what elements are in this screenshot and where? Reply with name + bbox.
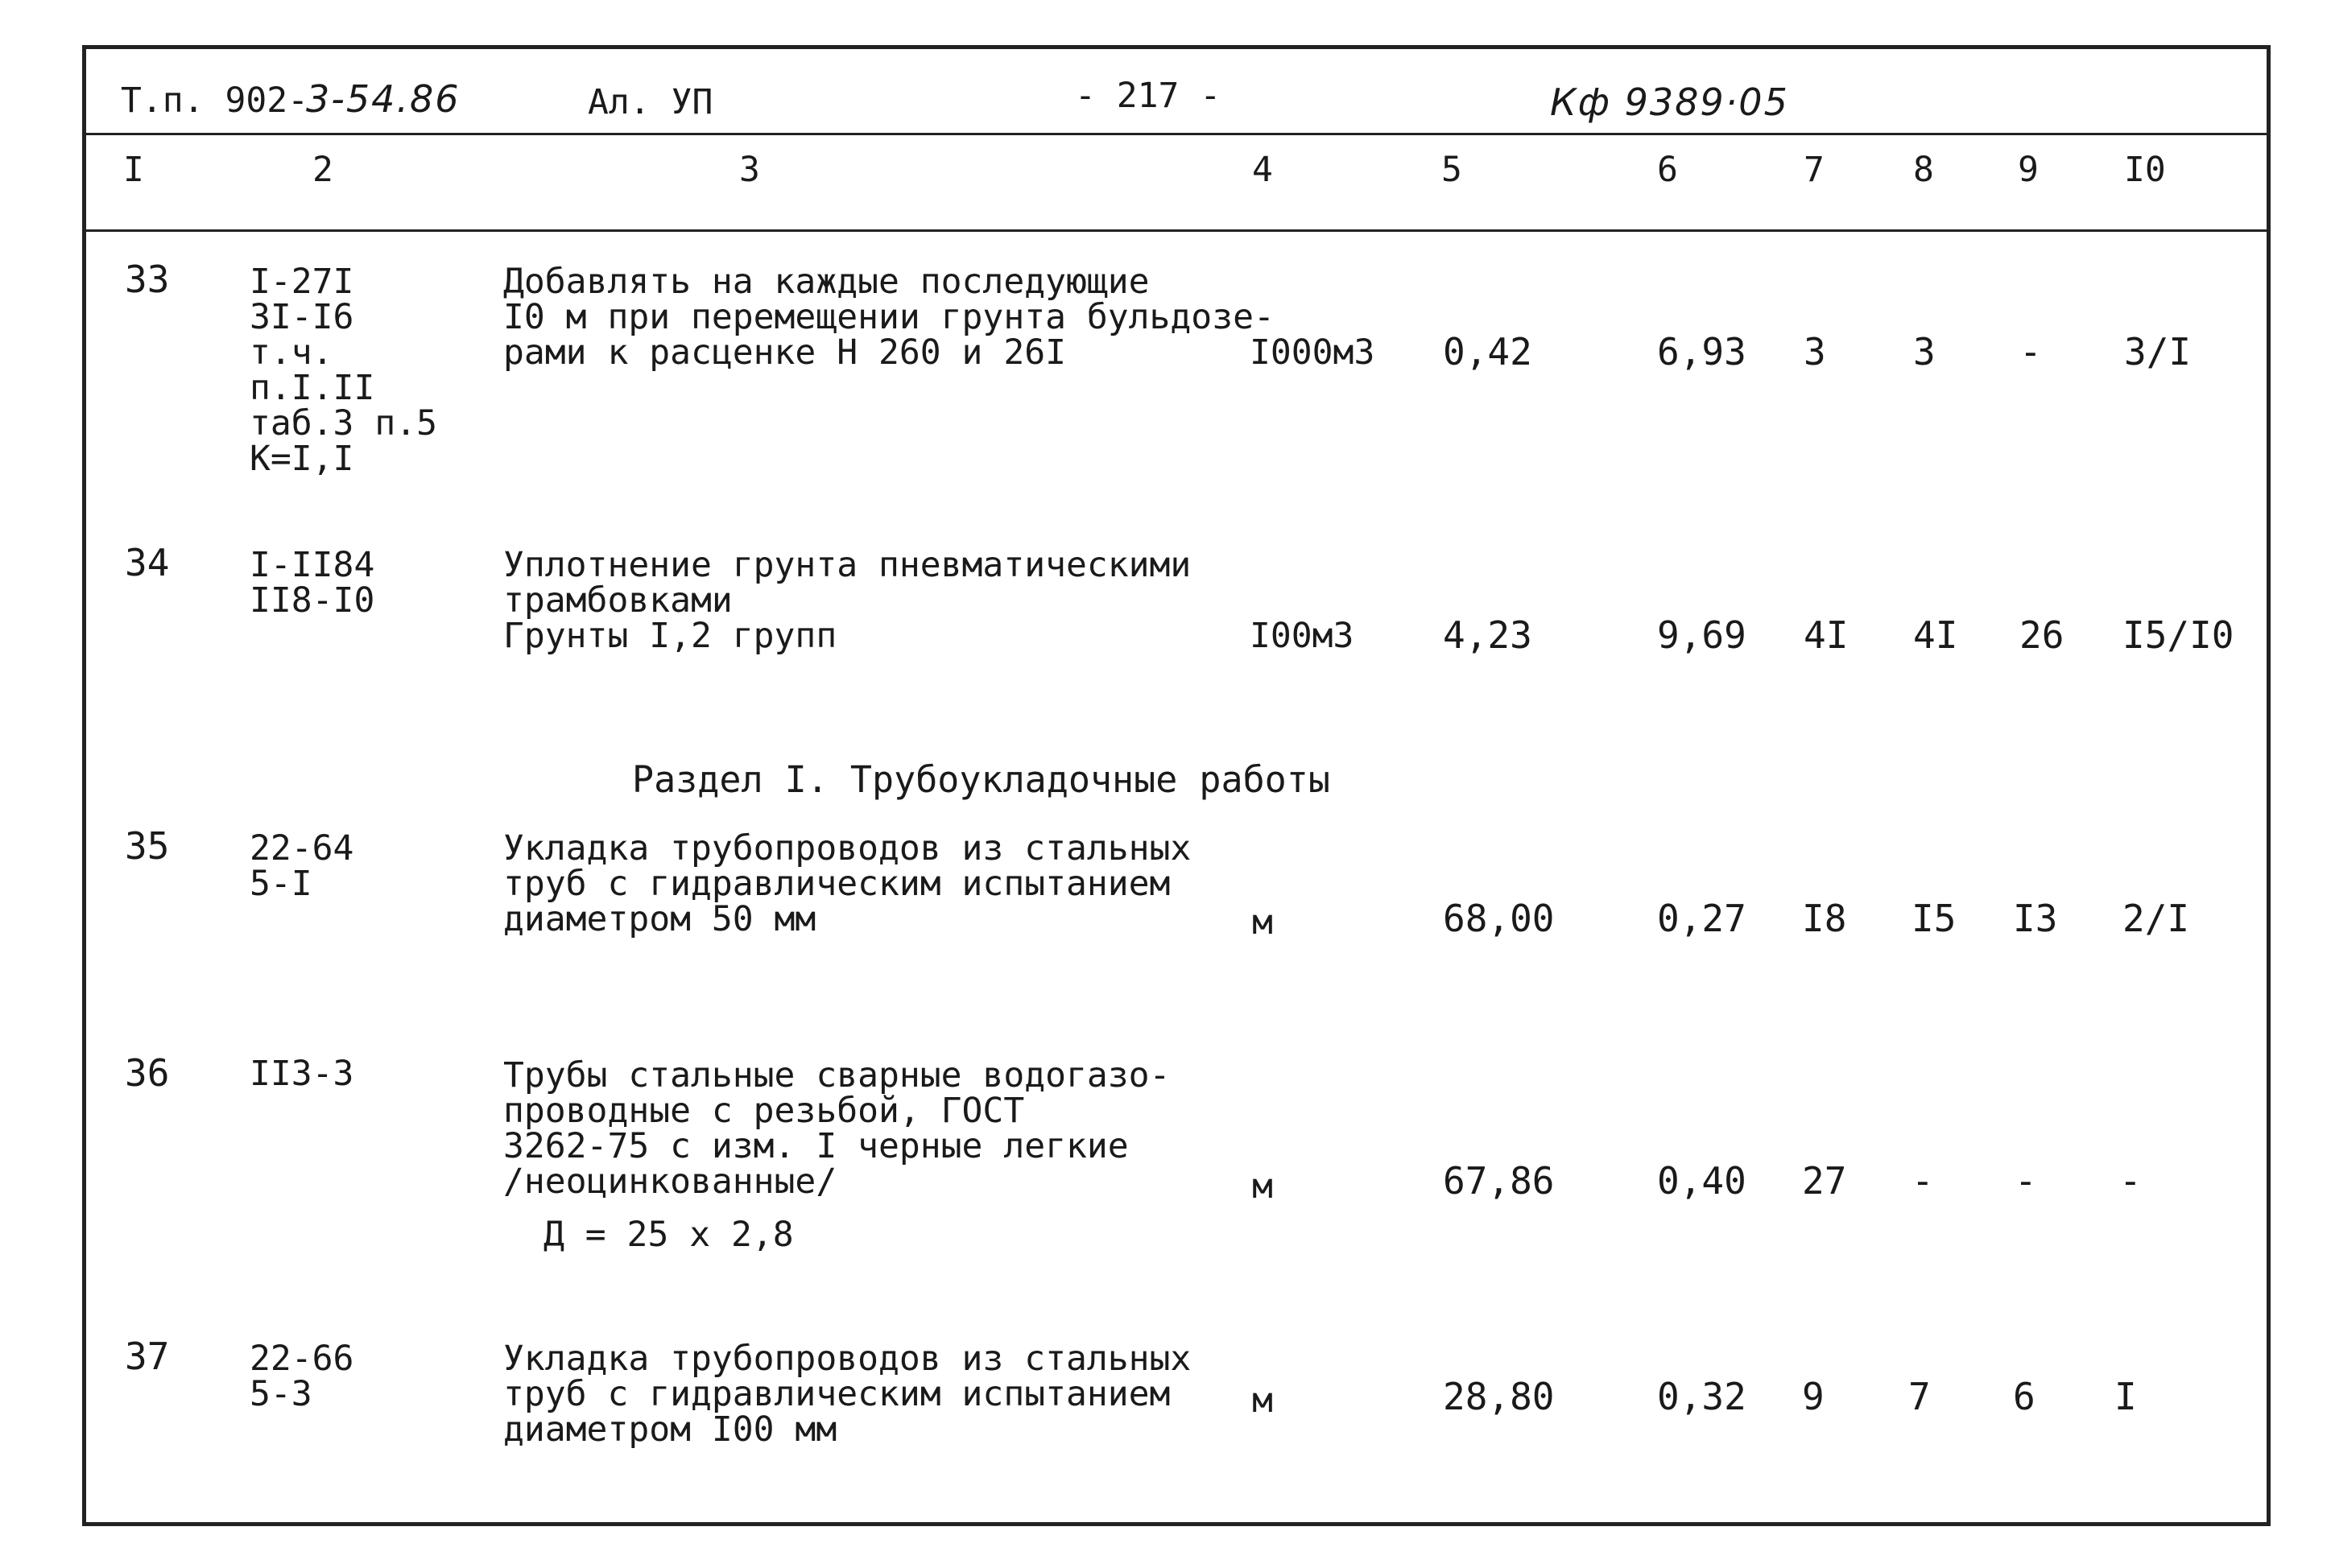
col-7-value: 4I: [1804, 613, 1849, 657]
work-description-line: Укладка трубопроводов из стальных: [503, 828, 1192, 869]
col-header-10: I0: [2124, 150, 2166, 190]
col-8-value: -: [1912, 1159, 1934, 1203]
col-8-value: 4I: [1913, 613, 1958, 657]
unit-price: 6,93: [1657, 330, 1746, 373]
col-header-9: 9: [2018, 150, 2039, 190]
norm-code-line: II8-I0: [250, 580, 375, 621]
quantity: 0,42: [1443, 330, 1532, 373]
work-description-line: Грунты I,2 групп: [503, 616, 837, 656]
col-7-value: 3: [1804, 330, 1826, 373]
column-header-divider: [86, 229, 2267, 232]
norm-code-line: 22-66: [250, 1339, 354, 1379]
col-10-value: I5/I0: [2122, 613, 2234, 657]
col-9-value: -: [2019, 330, 2042, 373]
col-header-7: 7: [1804, 150, 1825, 190]
unit: I000м3: [1250, 332, 1375, 373]
work-description-line: диаметром 50 мм: [503, 899, 816, 939]
unit: I00м3: [1250, 616, 1354, 656]
quantity: 28,80: [1443, 1375, 1555, 1418]
col-7-value: I8: [1802, 897, 1847, 940]
col-header-8: 8: [1913, 150, 1934, 190]
col-7-value: 27: [1802, 1159, 1847, 1203]
unit: м: [1252, 1380, 1273, 1421]
col-10-value: 2/I: [2122, 897, 2190, 940]
unit-price: 0,27: [1657, 897, 1746, 940]
header-divider: [86, 133, 2267, 135]
col-header-3: 3: [739, 150, 760, 190]
norm-code-line: таб.3 п.5: [250, 403, 437, 444]
col-10-value: -: [2119, 1159, 2142, 1203]
norm-code-line: 5-I: [250, 864, 312, 904]
work-description-line: проводные с резьбой, ГОСТ: [503, 1091, 1025, 1131]
unit: м: [1252, 1166, 1273, 1207]
norm-code-line: II3-3: [250, 1054, 354, 1094]
col-9-value: 26: [2019, 613, 2064, 657]
norm-code-line: К=I,I: [250, 439, 354, 479]
work-description-line: I0 м при перемещении грунта бульдозе-: [503, 297, 1275, 337]
unit-price: 9,69: [1657, 613, 1746, 657]
quantity: 4,23: [1443, 613, 1532, 657]
row-number: 37: [125, 1335, 170, 1378]
norm-code-line: 22-64: [250, 828, 354, 869]
row-number: 36: [125, 1051, 170, 1095]
norm-code-line: т.ч.: [250, 332, 333, 373]
row-number: 33: [125, 258, 170, 301]
norm-code-line: 3I-I6: [250, 297, 354, 337]
norm-code-line: 5-3: [250, 1374, 312, 1414]
col-header-2: 2: [312, 150, 333, 190]
col-header-5: 5: [1441, 150, 1462, 190]
col-9-value: -: [2015, 1159, 2037, 1203]
work-description-line: диаметром I00 мм: [503, 1409, 837, 1450]
section-title: Раздел I. Трубоукладочные работы: [632, 758, 1330, 801]
col-header-4: 4: [1252, 150, 1273, 190]
page-number: - 217 -: [1075, 76, 1221, 116]
work-description-line: Уплотнение грунта пневматическими: [503, 545, 1192, 585]
col-7-value: 9: [1802, 1375, 1825, 1418]
work-description-line: трамбовками: [503, 580, 733, 621]
unit: м: [1252, 902, 1273, 943]
series-handwritten: 3-54.86: [306, 77, 461, 121]
work-description-line: Трубы стальные сварные водогазо-: [503, 1055, 1171, 1096]
col-10-value: I: [2114, 1375, 2137, 1418]
work-description-line: Укладка трубопроводов из стальных: [503, 1339, 1192, 1379]
series-prefix: Т.п. 902-: [121, 80, 308, 121]
row-number: 35: [125, 824, 170, 868]
work-description-extra: Д = 25 х 2,8: [543, 1215, 794, 1255]
col-header-1: I: [123, 150, 144, 190]
col-9-value: I3: [2013, 897, 2058, 940]
norm-code-line: I-27I: [250, 262, 354, 302]
document-code: Кф 9389·05: [1550, 80, 1789, 124]
col-9-value: 6: [2013, 1375, 2035, 1418]
quantity: 68,00: [1443, 897, 1555, 940]
work-description-line: 3262-75 с изм. I черные легкие: [503, 1126, 1129, 1166]
unit-price: 0,40: [1657, 1159, 1746, 1203]
album-label: Ал. УП: [588, 82, 713, 122]
col-header-6: 6: [1657, 150, 1678, 190]
norm-code-line: I-II84: [250, 545, 375, 585]
col-10-value: 3/I: [2124, 330, 2192, 373]
work-description-line: рами к расценке Н 260 и 26I: [503, 332, 1066, 373]
work-description-line: труб с гидравлическим испытанием: [503, 864, 1171, 904]
quantity: 67,86: [1443, 1159, 1555, 1203]
col-8-value: 3: [1913, 330, 1936, 373]
unit-price: 0,32: [1657, 1375, 1746, 1418]
work-description-line: Добавлять на каждые последующие: [503, 262, 1150, 302]
col-8-value: I5: [1912, 897, 1957, 940]
norm-code-line: п.I.II: [250, 368, 375, 408]
work-description-line: /неоцинкованные/: [503, 1162, 837, 1202]
col-8-value: 7: [1908, 1375, 1931, 1418]
row-number: 34: [125, 541, 170, 584]
work-description-line: труб с гидравлическим испытанием: [503, 1374, 1171, 1414]
